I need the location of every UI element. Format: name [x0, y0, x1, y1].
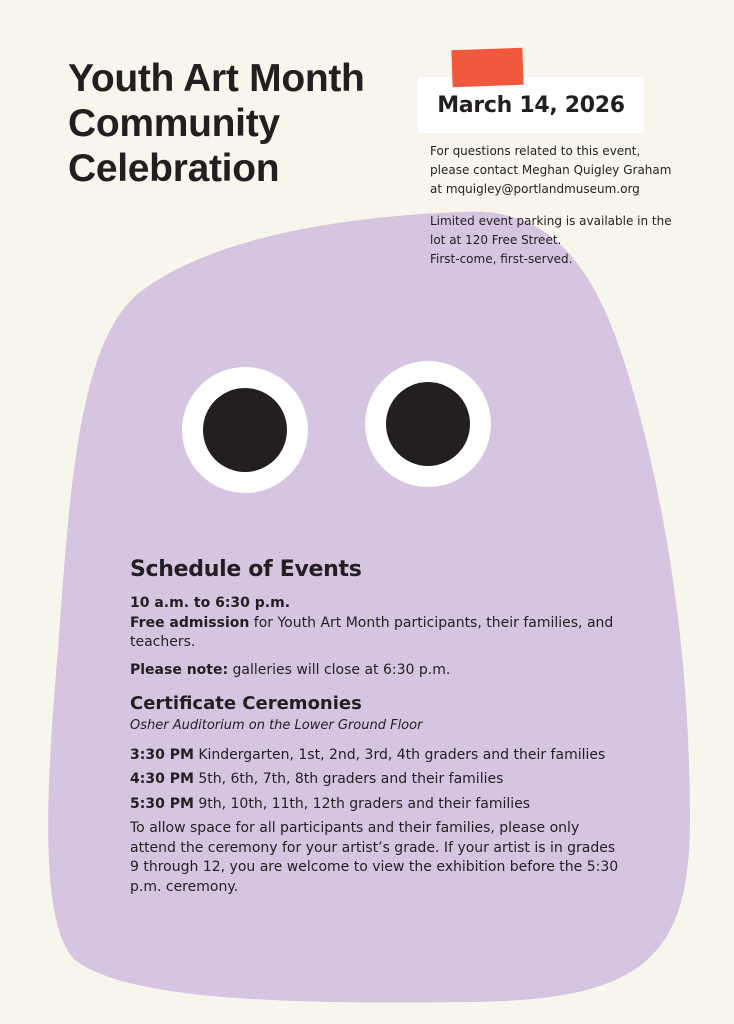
admission-label: Free admission — [130, 614, 250, 631]
page-title — [68, 56, 428, 191]
ceremony-closing-note: To allow space for all participants and their families, please only attend the ceremony for your artist’s grade. If your artist is in grades 9 through 12, you are welcome to view the exhibition before the 5:30 p.m. ceremony. — [130, 820, 619, 895]
ceremony-location: Osher Auditorium on the Lower Ground Floor — [130, 718, 423, 733]
right-pupil — [386, 382, 470, 466]
title-line: Celebration — [68, 147, 280, 190]
parking-line: First-come, first-served. — [430, 252, 573, 266]
title-line: Youth Art Month — [68, 57, 365, 100]
note-label: Please note: — [130, 661, 229, 678]
ceremony-row — [130, 770, 620, 790]
left-eye — [182, 367, 308, 493]
schedule-heading: Schedule of Events — [130, 557, 362, 582]
admission-info — [130, 594, 620, 653]
parking-line: lot at 120 Free Street. — [430, 233, 562, 247]
contact-line: For questions related to this event, — [430, 144, 641, 158]
ceremony-time: 4:30 PM — [130, 771, 194, 787]
ceremony-desc: 5th, 6th, 7th, 8th graders and their families — [193, 771, 504, 787]
title-line: Community — [68, 102, 280, 145]
event-date: March 14, 2026 — [418, 77, 644, 133]
admission-text: for Youth Art Month participants, their families, and teachers. — [130, 614, 614, 650]
tape-decoration — [451, 48, 523, 87]
ceremony-time: 5:30 PM — [130, 795, 194, 812]
contact-email[interactable]: at mquigley@portlandmuseum.org — [430, 182, 640, 196]
contact-info — [430, 142, 690, 199]
ceremony-row — [130, 795, 620, 815]
parking-info — [430, 212, 690, 269]
schedule-section — [130, 556, 620, 905]
ceremony-desc: Kindergarten, 1st, 2nd, 3rd, 4th graders and their families — [193, 746, 606, 763]
ceremonies-heading: Certificate Ceremonies — [130, 693, 362, 714]
right-eye — [365, 361, 491, 487]
ceremony-desc: 9th, 10th, 11th, 12th graders and their families — [193, 795, 531, 812]
parking-line: Limited event parking is available in the — [430, 214, 672, 228]
event-hours: 10 a.m. to 6:30 p.m. — [130, 595, 291, 611]
contact-line: please contact Meghan Quigley Graham — [430, 163, 672, 177]
left-pupil — [203, 388, 287, 472]
ceremony-row — [130, 746, 620, 766]
gallery-note — [130, 661, 620, 681]
note-text: galleries will close at 6:30 p.m. — [228, 661, 451, 678]
info-block — [430, 142, 690, 282]
ceremony-time: 3:30 PM — [130, 746, 194, 763]
